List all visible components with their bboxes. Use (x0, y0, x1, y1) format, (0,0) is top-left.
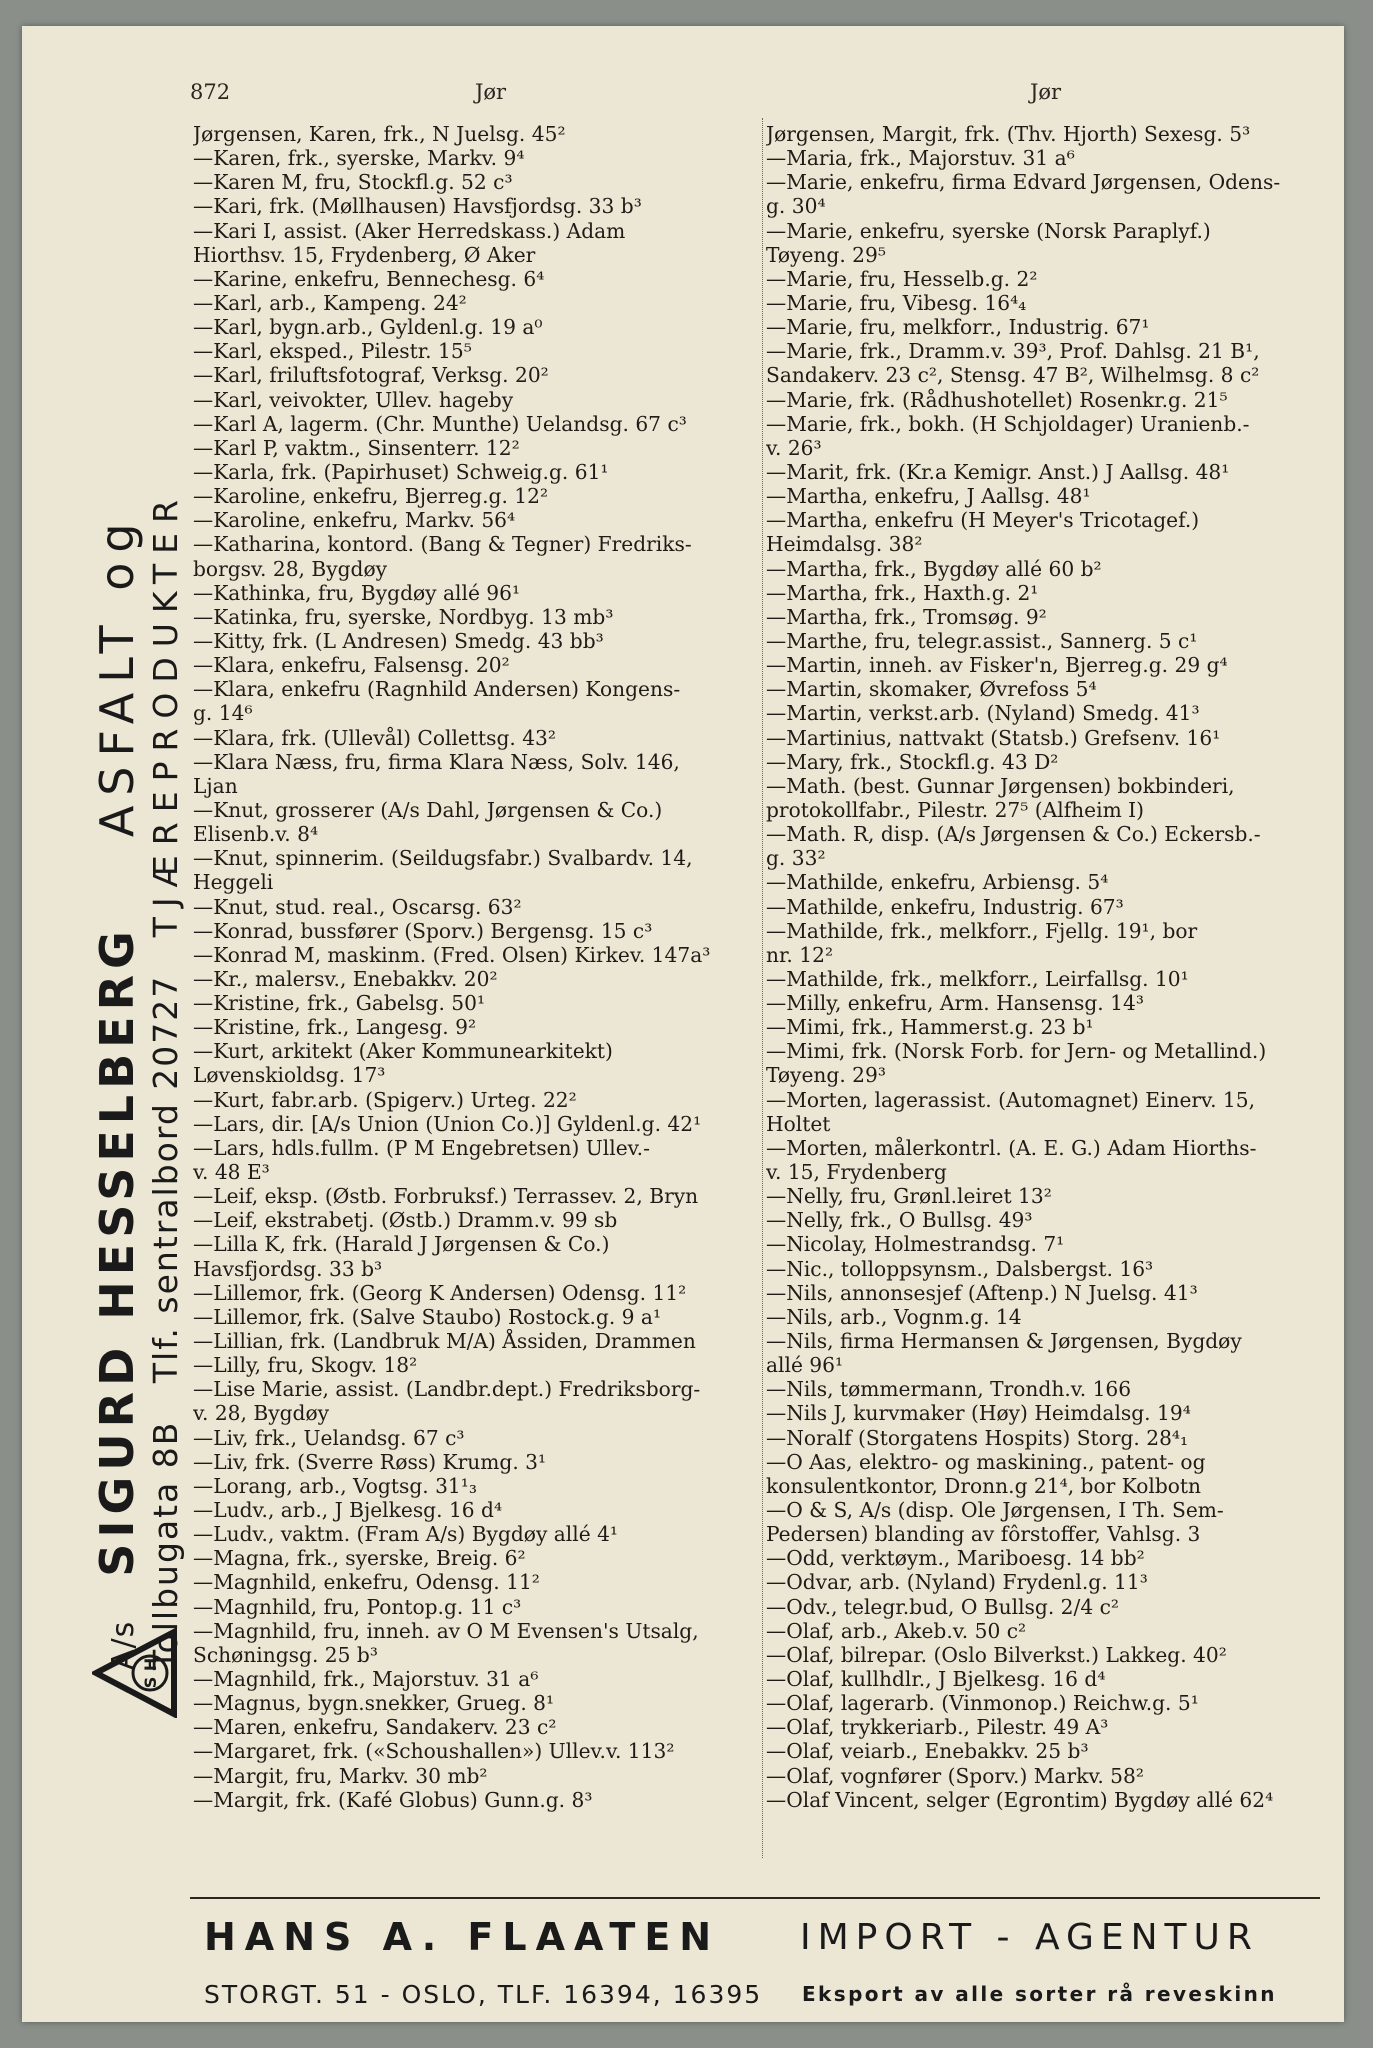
directory-entry-line: Heimdalsg. 38² (766, 532, 923, 557)
side-ad-contact-line (146, 490, 185, 1670)
side-ad-product1: ASFALT og (90, 513, 144, 838)
directory-entry-line: —Lillian, frk. (Landbruk M/A) Åssiden, Drammen (193, 1329, 696, 1354)
side-ad-company: SIGURD HESSELBERG (90, 925, 144, 1577)
directory-entry-line: —Morten, målerkontrl. (A. E. G.) Adam Hiorths- (766, 1135, 1257, 1160)
directory-entry-line: —Ludv., arb., J Bjelkesg. 16 d⁴ (193, 1498, 503, 1523)
directory-entry-line: Holtet (766, 1111, 831, 1136)
side-ad-company-line (90, 513, 144, 1670)
directory-entry-line: —Olaf, veiarb., Enebakkv. 25 b³ (766, 1739, 1089, 1764)
directory-entry-line: —Marie, fru, Hesselb.g. 2² (766, 266, 1038, 291)
directory-entry-line: —Magnus, bygn.snekker, Grueg. 8¹ (193, 1691, 555, 1716)
directory-entry-line: —Kurt, fabr.arb. (Spigerv.) Urteg. 22² (193, 1087, 577, 1112)
directory-entry-line: Løvenskioldsg. 17³ (193, 1063, 386, 1088)
directory-entry-line: —Kari, frk. (Møllhausen) Havsfjordsg. 33 b³ (193, 194, 642, 219)
side-ad-phone: Tlf. sentralbord 20727 (146, 974, 185, 1384)
directory-entry-line: —Lise Marie, assist. (Landbr.dept.) Fredriksborg- (193, 1377, 701, 1402)
directory-entry-line: —Margit, fru, Markv. 30 mb² (193, 1763, 488, 1788)
directory-entry-line: —Olaf, vognfører (Sporv.) Markv. 58² (766, 1763, 1144, 1788)
left-running-head: Jør (475, 80, 507, 104)
directory-entry-line: Ljan (193, 773, 238, 798)
directory-entry-line: —Kathinka, fru, Bygdøy allé 96¹ (193, 580, 521, 605)
directory-entry-line: —Marie, fru, melkforr., Industrig. 67¹ (766, 315, 1150, 340)
directory-entry-line: —Kurt, arkitekt (Aker Kommunearkitekt) (193, 1039, 613, 1064)
directory-entry-line: —Lillemor, frk. (Salve Staubo) Rostock.g. 9 a¹ (193, 1304, 662, 1329)
flaaten-ad-address: STORGT. 51 - OSLO, TLF. 16394, 16395 (204, 1980, 763, 2009)
directory-entry-line: —Karl, friluftsfotograf, Verksg. 20² (193, 363, 549, 388)
directory-entry-line: Schøningsg. 25 b³ (193, 1642, 378, 1667)
directory-entry-line: —Knut, spinnerim. (Seildugsfabr.) Svalbardv. 14, (193, 846, 693, 871)
directory-entry-line: —Nils J, kurvmaker (Høy) Heimdalsg. 19⁴ (766, 1401, 1191, 1426)
column-divider (762, 118, 764, 1858)
directory-entry-line: —Nils, tømmermann, Trondh.v. 166 (766, 1377, 1132, 1402)
directory-entry-line: —Nils, firma Hermansen & Jørgensen, Bygdøy (766, 1329, 1242, 1354)
directory-entry-line: —Lorang, arb., Vogtsg. 31¹₃ (193, 1473, 477, 1498)
directory-entry-line: —Nelly, frk., O Bullsg. 49³ (766, 1208, 1033, 1233)
directory-entry-line: —Kristine, frk., Gabelsg. 50¹ (193, 991, 486, 1016)
directory-entry-line: Hiorthsv. 15, Frydenberg, Ø Aker (193, 242, 536, 267)
directory-entry-line: —Liv, frk., Uelandsg. 67 c³ (193, 1425, 465, 1450)
directory-entry-line: —Karoline, enkefru, Bjerreg.g. 12² (193, 484, 549, 509)
directory-entry-line: —Magna, frk., syerske, Breig. 6² (193, 1546, 526, 1571)
directory-entry-line: —Kari I, assist. (Aker Herredskass.) Adam (193, 218, 626, 243)
directory-entry-line: —Katharina, kontord. (Bang & Tegner) Fredriks- (193, 532, 692, 557)
directory-entry-line: g. 14⁶ (193, 701, 253, 726)
directory-entry-line: —Klara, enkefru (Ragnhild Andersen) Kongens- (193, 677, 681, 702)
directory-entry-line: —Katinka, fru, syerske, Nordbyg. 13 mb³ (193, 604, 614, 629)
directory-entry-line: —Odvar, arb. (Nyland) Frydenl.g. 11³ (766, 1570, 1148, 1595)
directory-entry-line: —Klara, frk. (Ullevål) Collettsg. 43² (193, 725, 556, 750)
directory-entry-line: —Olaf Vincent, selger (Egrontim) Bygdøy allé 62⁴ (766, 1787, 1274, 1812)
directory-entry-line: —Marit, frk. (Kr.a Kemigr. Anst.) J Aallsg. 48¹ (766, 459, 1230, 484)
directory-entry-line: —Martin, inneh. av Fisker'n, Bjerreg.g. 29 g⁴ (766, 653, 1228, 678)
directory-entry-line: —Lilla K, frk. (Harald J Jørgensen & Co.) (193, 1232, 610, 1257)
directory-entry-line: —Karen, frk., syerske, Markv. 9⁴ (193, 146, 525, 171)
directory-entry-line: —Mathilde, frk., melkforr., Fjellg. 19¹, bor (766, 918, 1198, 943)
directory-entry-line: —Magnhild, frk., Majorstuv. 31 a⁶ (193, 1667, 539, 1691)
directory-entry-line: —Kr., malersv., Enebakkv. 20² (193, 966, 498, 991)
directory-entry-line: —Olaf, lagerarb. (Vinmonop.) Reichw.g. 5¹ (766, 1691, 1199, 1716)
directory-entry-line: —Lars, hdls.fullm. (P M Engebretsen) Ullev.- (193, 1135, 650, 1160)
right-column-entries (766, 122, 1331, 1812)
directory-entry-line: —Margaret, frk. («Schoushallen») Ullev.v. 113² (193, 1739, 675, 1764)
directory-entry-line: Pedersen) blanding av fôrstoffer, Vahlsg. 3 (766, 1522, 1201, 1547)
directory-entry-line: —Karl A, lagerm. (Chr. Munthe) Uelandsg. 67 c³ (193, 411, 687, 436)
directory-entry-line: —Karl, bygn.arb., Gyldenl.g. 19 a⁰ (193, 315, 543, 340)
directory-entry-line: —Leif, ekstrabetj. (Østb.) Dramm.v. 99 sb (193, 1208, 618, 1233)
directory-entry-line: —Lillemor, frk. (Georg K Andersen) Odensg. 11² (193, 1280, 687, 1305)
directory-entry-line: —O Aas, elektro- og maskining., patent- og (766, 1449, 1206, 1474)
directory-entry-line: —Nils, annonsesjef (Aftenp.) N Juelsg. 41³ (766, 1280, 1198, 1305)
left-column-entries (193, 122, 758, 1812)
directory-entry-line: —Mimi, frk. (Norsk Forb. for Jern- og Metallind.) (766, 1039, 1267, 1064)
directory-entry-line: Heggeli (193, 870, 274, 895)
directory-entry-line: —Mathilde, enkefru, Industrig. 67³ (766, 894, 1124, 919)
directory-entry-line: —Olaf, kullhdlr., J Bjelkesg. 16 d⁴ (766, 1667, 1106, 1691)
directory-entry-line: —Martin, verkst.arb. (Nyland) Smedg. 41³ (766, 701, 1200, 726)
directory-entry-line: Sandakerv. 23 c², Stensg. 47 B², Wilhelmsg. 8 c² (766, 363, 1260, 388)
directory-entry-line: —Marie, frk. (Rådhushotellet) Rosenkr.g. 21⁵ (766, 387, 1228, 412)
directory-entry-line: —Milly, enkefru, Arm. Hansensg. 14³ (766, 991, 1144, 1016)
directory-entry-line: allé 96¹ (766, 1353, 844, 1378)
directory-entry-line: —Marie, enkefru, firma Edvard Jørgensen, Odens- (766, 170, 1281, 195)
directory-entry-line: —Noralf (Storgatens Hospits) Storg. 28⁴₁ (766, 1425, 1189, 1450)
directory-entry-line: —Maren, enkefru, Sandakerv. 23 c² (193, 1715, 557, 1740)
directory-entry-line: v. 28, Bygdøy (193, 1401, 330, 1426)
directory-entry-line: —Karl, eksped., Pilestr. 15⁵ (193, 339, 472, 364)
directory-entry-line: —Knut, stud. real., Oscarsg. 63² (193, 894, 522, 919)
directory-entry-line: —Mathilde, frk., melkforr., Leirfallsg. 10¹ (766, 966, 1189, 991)
right-running-head: Jør (1030, 80, 1062, 104)
directory-entry-line: —Nic., tolloppsynsm., Dalsbergst. 16³ (766, 1256, 1154, 1281)
directory-entry-line: v. 48 E³ (193, 1160, 270, 1185)
directory-entry-line: v. 15, Frydenberg (766, 1160, 947, 1185)
footer-rule (190, 1897, 1320, 1899)
directory-entry-line: —Karl P, vaktm., Sinsenterr. 12² (193, 435, 520, 460)
side-advertisement (84, 230, 194, 1860)
directory-entry-line: —Nils, arb., Vognm.g. 14 (766, 1304, 1022, 1329)
directory-entry-line: —Karl, veivokter, Ullev. hageby (193, 387, 514, 412)
directory-entry-line: Elisenb.v. 8⁴ (193, 822, 319, 847)
side-ad-prefix: A/s (106, 1620, 141, 1670)
directory-entry-line: —Martha, enkefru (H Meyer's Tricotagef.) (766, 508, 1200, 533)
directory-entry-line: —Konrad M, maskinm. (Fred. Olsen) Kirkev. 147a³ (193, 942, 711, 967)
directory-entry-line: —Marie, frk., bokh. (H Schjoldager) Uranienb.- (766, 411, 1250, 436)
directory-entry-line: —Kristine, frk., Langesg. 9² (193, 1015, 477, 1040)
directory-entry-line: —Klara Næss, fru, firma Klara Næss, Solv. 146, (193, 749, 680, 774)
directory-entry-line: —Karine, enkefru, Bennechesg. 6⁴ (193, 266, 545, 291)
directory-entry-line: —Knut, grosserer (A/s Dahl, Jørgensen & Co.) (193, 797, 663, 822)
directory-entry-line: protokollfabr., Pilestr. 27⁵ (Alfheim I) (766, 797, 1144, 822)
directory-entry-line: —O & S, A/s (disp. Ole Jørgensen, I Th. Sem- (766, 1498, 1224, 1523)
directory-entry-line: —Liv, frk. (Sverre Røss) Krumg. 3¹ (193, 1449, 547, 1474)
directory-entry-line: —Martin, skomaker, Øvrefoss 5⁴ (766, 677, 1097, 702)
import-ad-subtitle: Eksport av alle sorter rå reveskinn (802, 1982, 1277, 2006)
directory-entry-line: —Mary, frk., Stockfl.g. 43 D² (766, 749, 1059, 774)
directory-entry-line: —Odd, verktøym., Mariboesg. 14 bb² (766, 1546, 1145, 1571)
flaaten-ad-title: HANS A. FLAATEN (204, 1915, 721, 1959)
directory-entry-line: —Magnhild, fru, Pontop.g. 11 c³ (193, 1594, 522, 1619)
directory-entry-line: —Nicolay, Holmestrandsg. 7¹ (766, 1232, 1065, 1257)
directory-entry-line: —Mathilde, enkefru, Arbiensg. 5⁴ (766, 870, 1109, 895)
side-ad-product2: TJÆREPRODUKTER (146, 490, 185, 938)
directory-entry-line: —Leif, eksp. (Østb. Forbruksf.) Terrassev. 2, Bryn (193, 1184, 699, 1209)
directory-entry-line: —Konrad, bussfører (Sporv.) Bergensg. 15 c³ (193, 918, 653, 943)
hesselberg-logo-icon (92, 1628, 182, 1718)
directory-entry-line: Havsfjordsg. 33 b³ (193, 1256, 383, 1281)
import-ad-title: IMPORT - AGENTUR (800, 1917, 1259, 1958)
directory-entry-line: —Marie, frk., Dramm.v. 39³, Prof. Dahlsg. 21 B¹, (766, 339, 1260, 364)
directory-entry-line: —Margit, frk. (Kafé Globus) Gunn.g. 8³ (193, 1787, 593, 1812)
directory-entry-line: —Klara, enkefru, Falsensg. 20² (193, 653, 510, 678)
directory-entry-line: —Olaf, arb., Akeb.v. 50 c² (766, 1618, 1027, 1643)
directory-entry-line: Jørgensen, Margit, frk. (Thv. Hjorth) Sexesg. 5³ (766, 122, 1251, 146)
directory-entry-line: —Marie, fru, Vibesg. 16⁴₄ (766, 290, 1027, 315)
directory-entry-line: —Mimi, frk., Hammerst.g. 23 b¹ (766, 1015, 1094, 1040)
directory-entry-line: —Math. (best. Gunnar Jørgensen) bokbinderi, (766, 773, 1235, 798)
directory-entry-line: —Martha, frk., Haxth.g. 2¹ (766, 580, 1039, 605)
directory-entry-line: v. 26³ (766, 435, 822, 460)
directory-entry-line: Jørgensen, Karen, frk., N Juelsg. 45² (193, 122, 566, 146)
directory-entry-line: —Martha, frk., Bygdøy allé 60 b² (766, 556, 1102, 581)
directory-entry-line: —Martha, frk., Tromsøg. 9² (766, 604, 1047, 629)
directory-entry-line: —Olaf, trykkeriarb., Pilestr. 49 A³ (766, 1715, 1109, 1740)
directory-entry-line: borgsv. 28, Bygdøy (193, 556, 388, 581)
directory-entry-line: —Karoline, enkefru, Markv. 56⁴ (193, 508, 516, 533)
directory-entry-line: —Karla, frk. (Papirhuset) Schweig.g. 61¹ (193, 459, 609, 484)
directory-entry-line: —Martha, enkefru, J Aallsg. 48¹ (766, 484, 1091, 509)
directory-entry-line: —Karen M, fru, Stockfl.g. 52 c³ (193, 170, 513, 195)
directory-entry-line: g. 33² (766, 846, 826, 871)
directory-entry-line: —Marthe, fru, telegr.assist., Sannerg. 5 c¹ (766, 628, 1198, 653)
directory-entry-line: —Lilly, fru, Skogv. 18² (193, 1353, 418, 1378)
directory-entry-line: —Odv., telegr.bud, O Bullsg. 2/4 c² (766, 1594, 1119, 1619)
directory-entry-line: nr. 12² (766, 942, 834, 967)
directory-entry-line: —Karl, arb., Kampeng. 24² (193, 290, 467, 315)
directory-entry-line: —Maria, frk., Majorstuv. 31 a⁶ (766, 146, 1075, 171)
directory-entry-line: —Ludv., vaktm. (Fram A/s) Bygdøy allé 4¹ (193, 1522, 619, 1547)
page-number: 872 (190, 80, 231, 104)
directory-entry-line: —Nelly, fru, Grønl.leiret 13² (766, 1184, 1052, 1209)
logo-letters: S H (141, 1657, 160, 1689)
directory-entry-line: —Marie, enkefru, syerske (Norsk Paraplyf.) (766, 218, 1211, 243)
directory-entry-line: —Morten, lagerassist. (Automagnet) Einerv. 15, (766, 1087, 1256, 1112)
directory-entry-line: Tøyeng. 29³ (766, 1063, 886, 1088)
directory-entry-line: Tøyeng. 29⁵ (766, 242, 886, 267)
directory-entry-line: —Lars, dir. [A/s Union (Union Co.)] Gyldenl.g. 42¹ (193, 1111, 702, 1136)
directory-entry-line: —Magnhild, enkefru, Odensg. 11² (193, 1570, 540, 1595)
directory-entry-line: —Olaf, bilrepar. (Oslo Bilverkst.) Lakkeg. 40² (766, 1642, 1227, 1667)
directory-entry-line: g. 30⁴ (766, 194, 826, 219)
directory-entry-line: —Magnhild, fru, inneh. av O M Evensen's Utsalg, (193, 1618, 699, 1643)
directory-entry-line: —Math. R, disp. (A/s Jørgensen & Co.) Eckersb.- (766, 822, 1261, 847)
side-ad-address: Tollbugata 8B (146, 1420, 185, 1670)
directory-entry-line: —Martinius, nattvakt (Statsb.) Grefsenv. 16¹ (766, 725, 1221, 750)
directory-entry-line: konsulentkontor, Dronn.g 21⁴, bor Kolbotn (766, 1473, 1202, 1498)
directory-entry-line: —Kitty, frk. (L Andresen) Smedg. 43 bb³ (193, 628, 604, 653)
